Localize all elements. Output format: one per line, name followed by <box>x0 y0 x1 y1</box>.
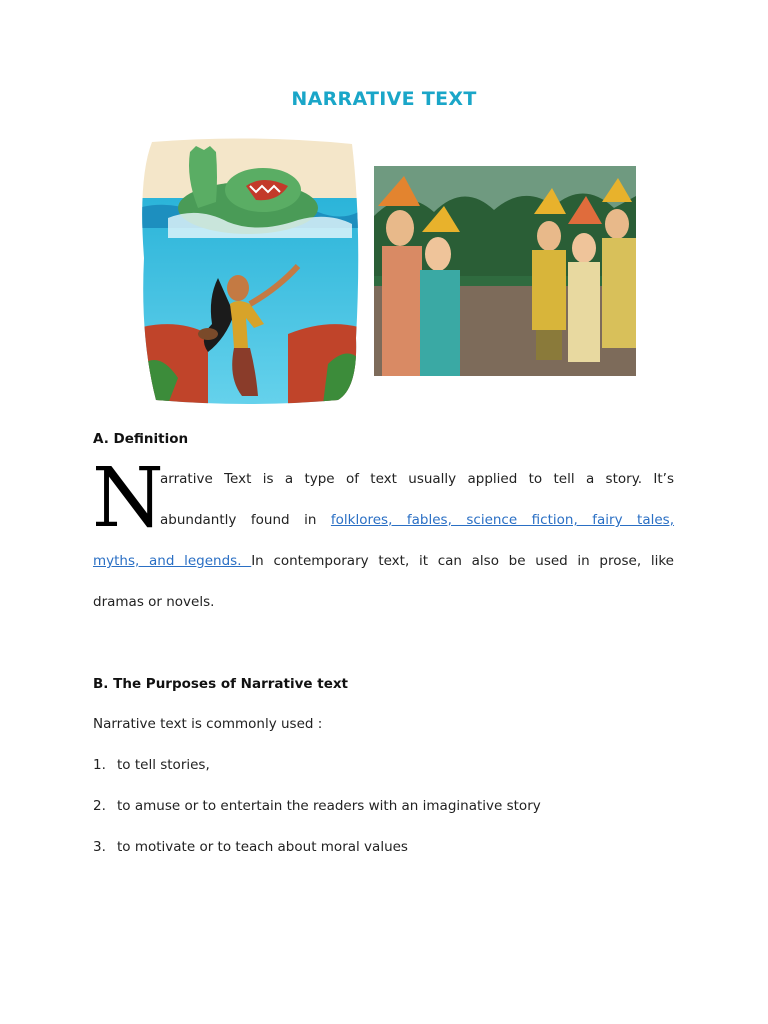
definition-line-4: dramas or novels. <box>93 594 215 610</box>
definition-line-3 <box>93 553 674 569</box>
list-item-number: 2. <box>93 798 106 814</box>
genres-link[interactable]: folklores, fables, science fiction, fairy tales, <box>330 512 675 528</box>
list-item: to motivate or to teach about moral values <box>117 839 408 855</box>
page-title: NARRATIVE TEXT <box>291 88 477 110</box>
list-item-number: 3. <box>93 839 106 855</box>
definition-line-1: arrative Text is a type of text usually applied to tell a story. It’s <box>160 471 674 487</box>
section-b-heading: B. The Purposes of Narrative text <box>93 676 349 692</box>
list-item-number: 1. <box>93 757 106 773</box>
definition-text: abundantly found in <box>160 512 331 528</box>
section-a-heading: A. Definition <box>93 431 189 447</box>
list-item: to amuse or to entertain the readers with an imaginative story <box>117 798 541 814</box>
genres-link-continued[interactable]: myths, and legends. <box>93 553 252 569</box>
illustration-sea-monster <box>138 138 362 404</box>
list-item: to tell stories, <box>117 757 210 773</box>
definition-line-2 <box>160 512 674 528</box>
illustration-villagers <box>374 166 636 376</box>
purposes-intro: Narrative text is commonly used : <box>93 716 323 732</box>
definition-text: In contemporary text, it can also be used in prose, like <box>251 553 674 569</box>
drop-cap: N <box>92 451 164 546</box>
